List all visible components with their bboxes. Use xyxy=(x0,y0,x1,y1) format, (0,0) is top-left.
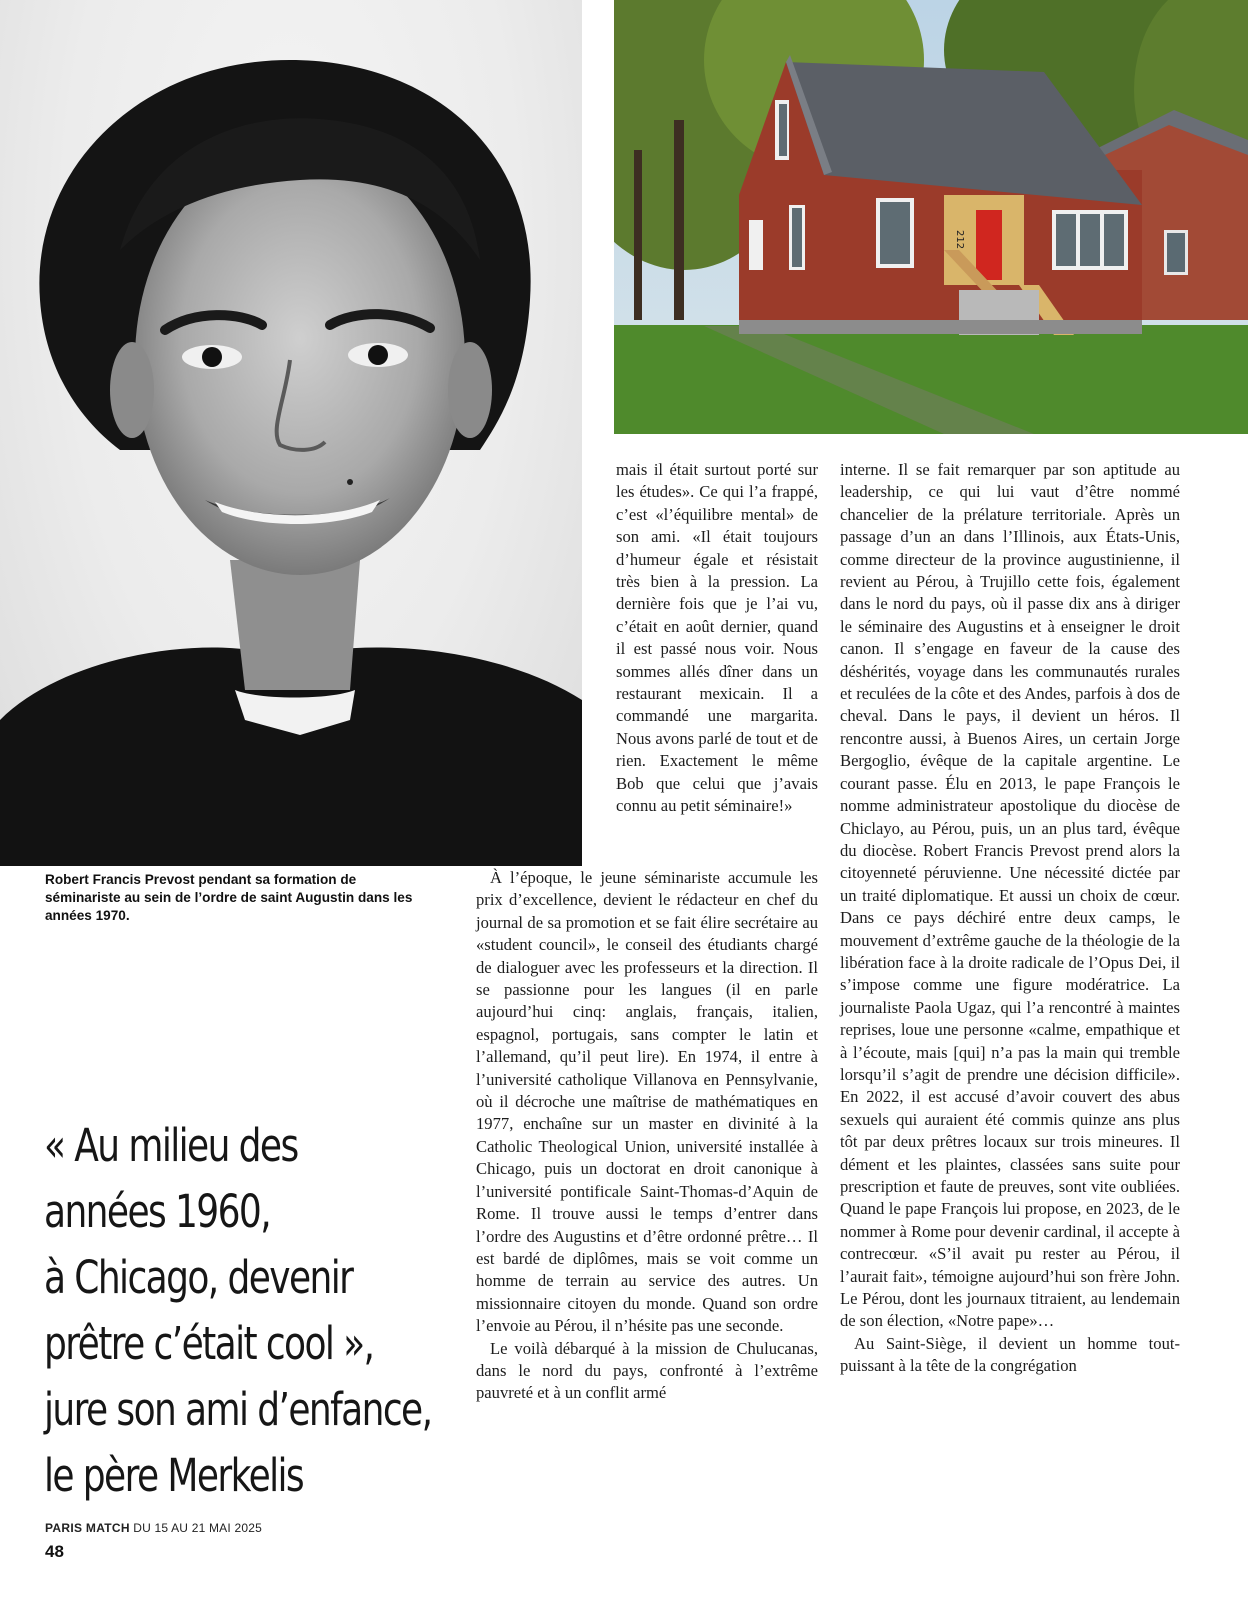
article-paragraph: interne. Il se fait remarquer par son aptitude au leadership, ce qui lui vaut d’être nommé chancelier de la prélature territoriale. Après un passage d’un an dans l’Illinois, aux États-Unis, comme directeur de la province augustinienne, il revient au Pérou, à Trujillo cette fois, également dans le nord du pays, où il passe dix ans à diriger le séminaire des Augustins et à enseigner le droit canon. Il s’engage en faveur de la cause des déshérités, voyage dans les communautés rurales et reculées de la côte et des Andes, parfois à dos de cheval. Dans le pays, il devient un héros. Il rencontre aussi, à Buenos Aires, un certain Jorge Bergoglio, évêque de la capitale argentine. Le courant passe. Élu en 2013, le pape François le nomme administrateur apostolique du diocèse de Chiclayo, au Pérou, puis, un an plus tard, évêque du diocèse. Robert Francis Prevost prend alors la citoyenneté péruvienne. Une nécessité dictée par un traité diplomatique. Et aussi un choix de cœur. Dans ce pays déchiré entre deux camps, le mouvement d’extrême gauche de la théologie de la libération face à la droite radicale de l’Opus Dei, il s’impose comme une figure modératrice. La journaliste Paola Ugaz, qui l’a rencontré à maintes reprises, loue une personne «calme, empathique et à l’écoute, mais [qui] n’a pas la main qui tremble lorsqu’il s’agit de prendre une décision difficile». En 2022, il est accusé d’avoir couvert des abus sexuels qui auraient été commis quinze ans plus tôt par deux prêtres locaux sur trois mineures. Il dément et les plaintes, classées sans suite pour prescription et faute de preuves, sont vite oubliées. Quand le pape François lui propose, en 2023, de le nommer à Rome pour devenir cardinal, il accepte à contrecœur. «S’il avait pu rester au Pérou, il l’aurait fait», témoigne aujourd’hui son frère John. Le Pérou, dont les journaux titraient, au lendemain de son élection, «Notre pape»… xyxy=(840,460,1180,1331)
house-number: 212 xyxy=(954,230,965,250)
page-footer xyxy=(45,1521,262,1535)
pull-quote-line: à Chicago, devenir xyxy=(44,1251,353,1304)
pull-quote-line: « Au milieu des xyxy=(44,1119,298,1172)
article-column-narrow xyxy=(616,459,818,818)
pull-quote-line: prêtre c’était cool », xyxy=(44,1317,374,1370)
pull-quote-line: jure son ami d’enfance, xyxy=(44,1383,432,1436)
article-paragraph: Le voilà débarqué à la mission de Chulucanas, dans le nord du pays, confronté à l’extrême pauvreté et à un conflit armé xyxy=(476,1338,818,1403)
article-paragraph: Au Saint-Siège, il devient un homme tout-puissant à la tête de la congrégation xyxy=(840,1333,1180,1376)
pull-quote xyxy=(44,1113,468,1509)
article-paragraph: mais il était surtout porté sur les études». Ce qui l’a frappé, c’est «l’équilibre mental» de son ami. «Il était toujours d’humeur égale et résistait très bien à la pression. La dernière fois que je l’ai vu, c’était en août dernier, quand il est passé nous voir. Nous sommes allés dîner dans un restaurant mexicain. Il a commandé une margarita. Nous avons parlé de tout et de rien. Exactement le même Bob que celui que j’avais connu au petit séminaire!» xyxy=(616,460,818,816)
article-column-middle xyxy=(476,867,818,1405)
photo-caption: Robert Francis Prevost pendant sa formation de séminariste au sein de l’ordre de saint Augustin dans les années 1970. xyxy=(45,872,413,923)
article-column-right xyxy=(840,459,1180,1378)
pull-quote-line: le père Merkelis xyxy=(44,1449,304,1502)
issue-date: DU 15 AU 21 MAI 2025 xyxy=(133,1521,262,1535)
page-number: 48 xyxy=(45,1542,64,1561)
house-photo xyxy=(614,0,1248,434)
article-paragraph: À l’époque, le jeune séminariste accumule les prix d’excellence, devient le rédacteur en chef du journal de sa promotion et se fait élire secrétaire au «student council», le conseil des étudiants chargé de dialoguer avec les professeurs et la direction. Il se passionne pour les langues (il en parle aujourd’hui cinq: anglais, français, italien, espagnol, portugais, sans compter le latin et l’allemand, qu’il peut lire). En 1974, il entre à l’université catholique Villanova en Pennsylvanie, où il décroche une maîtrise de mathématiques en 1977, enchaîne sur un master en divinité à la Catholic Theological Union, université installée à Chicago, puis un doctorat en droit canonique à l’université pontificale Saint-Thomas-d’Aquin de Rome. Il trouve aussi le temps d’entrer dans l’ordre des Augustins et d’être ordonné prêtre… Il est bardé de diplômes, mais se voit comme un homme de terrain au service des autres. Un missionnaire citoyen du monde. Quand son ordre l’envoie au Pérou, il n’hésite pas une seconde. xyxy=(476,868,818,1336)
portrait-photo xyxy=(0,0,582,866)
pull-quote-line: années 1960, xyxy=(44,1185,271,1238)
magazine-name: PARIS MATCH xyxy=(45,1521,130,1535)
